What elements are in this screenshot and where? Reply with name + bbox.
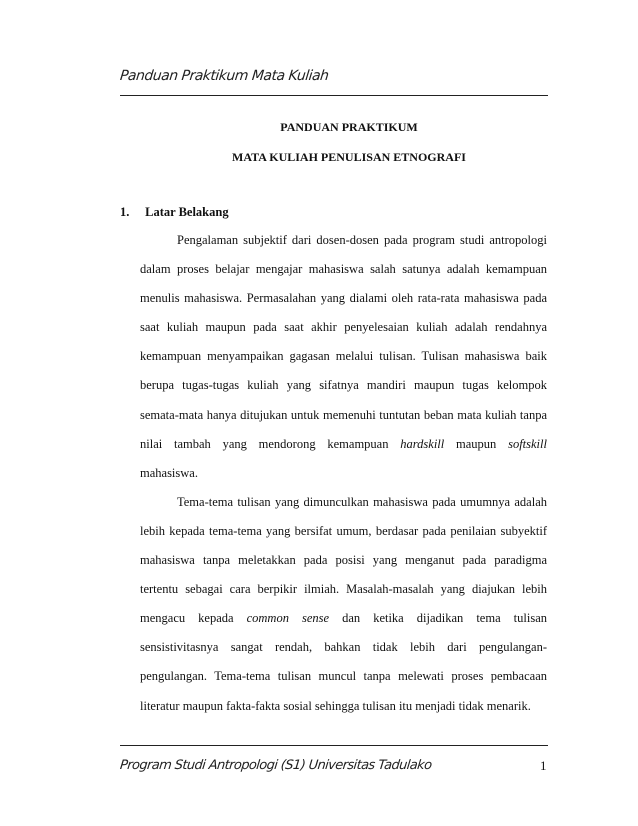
term-softskill: softskill <box>508 436 547 451</box>
paragraph-1-text-c: mahasiswa. <box>140 465 198 480</box>
page-number: 1 <box>540 758 547 773</box>
term-hardskill: hardskill <box>400 436 445 451</box>
section-body <box>140 226 547 721</box>
paragraph-2 <box>140 488 547 721</box>
paragraph-2-text-a: Tema-tema tulisan yang dimunculkan mahasiswa pada umumnya adalah lebih kepada tema-tema yang bersifat umum, berdasar pada penilaian subyektif mahasiswa tanpa meletakkan pada posisi yang menganut pada paradigma tertentu sebagai cara berpikir ilmiah. Masalah-masalah yang diajukan lebih mengacu kepada <box>140 494 547 626</box>
document-title: PANDUAN PRAKTIKUM <box>280 120 418 134</box>
term-common-sense: common sense <box>246 611 330 626</box>
running-header: Panduan Praktikum Mata Kuliah <box>119 68 330 84</box>
section-number: 1. <box>120 205 130 219</box>
paragraph-2-text-b: dan ketika dijadikan tema tulisan sensistivitasnya sangat rendah, bahkan tidak lebih dari pengulangan-pengulangan. Tema-tema tulisan muncul tanpa melewati proses pembacaan literatur maupun fakta-fakta sosial sehingga tulisan itu menjadi tidak menarik. <box>140 611 547 713</box>
document-subtitle: MATA KULIAH PENULISAN ETNOGRAFI <box>232 150 466 164</box>
paragraph-1 <box>140 226 547 488</box>
paragraph-1-text-b: maupun <box>444 436 509 451</box>
section-title: Latar Belakang <box>145 205 229 219</box>
paragraph-1-text-a: Pengalaman subjektif dari dosen-dosen pada program studi antropologi dalam proses belajar mengajar mahasiswa salah satunya adalah kemampuan menulis mahasiswa. Permasalahan yang dialami oleh rata-rata mahasiswa pada saat kuliah maupun pada saat akhir penyelesaian kuliah adalah rendahnya kemampuan menyampaikan gagasan melalui tulisan. Tulisan mahasiswa baik berupa tugas-tugas kuliah yang sifatnya mandiri maupun tugas kelompok semata-mata hanya ditujukan untuk memenuhi tuntutan beban mata kuliah tanpa nilai tambah yang mendorong kemampuan <box>140 233 547 451</box>
header-divider <box>120 95 548 96</box>
section-heading <box>120 205 229 220</box>
footer-divider <box>120 745 548 746</box>
running-footer: Program Studi Antropologi (S1) Universitas Tadulako <box>119 758 433 773</box>
